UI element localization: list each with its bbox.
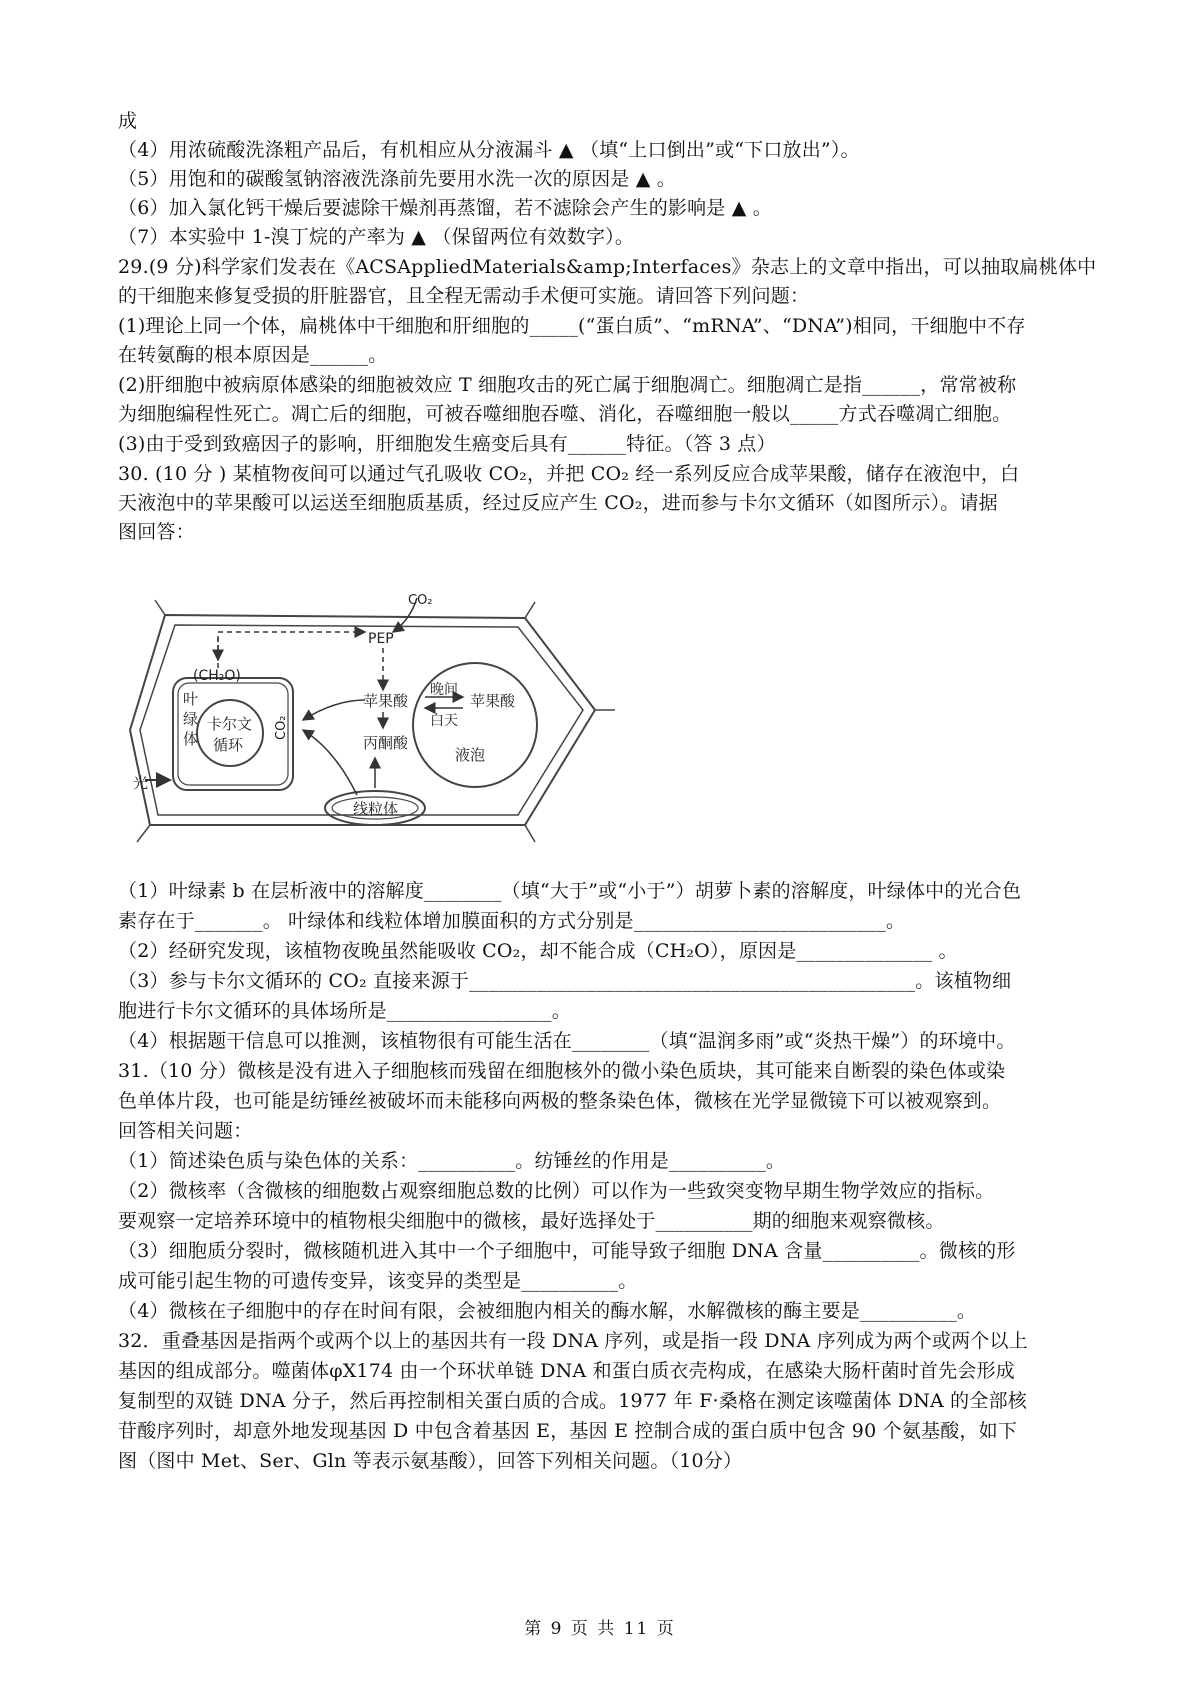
text-line: 图回答：: [118, 521, 195, 543]
text-line: （1）简述染色质与染色体的关系：__________。纺锤丝的作用是__________。: [118, 1150, 786, 1172]
text-line: 素存在于_______。 叶绿体和线粒体增加膜面积的方式分别是__________________________。: [118, 910, 906, 932]
day-label: 白天: [430, 713, 458, 729]
mitochondrion-label: 线粒体: [353, 800, 399, 818]
text-line: （4）微核在子细胞中的存在时间有限，会被细胞内相关的酶水解，水解微核的酶主要是__________。: [118, 1300, 977, 1322]
text-line: 29.(9 分)科学家们发表在《ACSAppliedMaterials&amp;Interfaces》杂志上的文章中指出，可以抽取扁桃体中: [118, 256, 1097, 278]
text-line: 复制型的双链 DNA 分子，然后再控制相关蛋白质的合成。1977 年 F·桑格在测定该噬菌体 DNA 的全部核: [118, 1390, 1027, 1412]
calvin-label-1: 卡尔文: [207, 715, 253, 733]
text-line: （2）微核率（含微核的细胞数占观察细胞总数的比例）可以作为一些致突变物早期生物学效应的指标。: [118, 1180, 995, 1202]
text-line: 苷酸序列时，却意外地发现基因 D 中包含着基因 E，基因 E 控制合成的蛋白质中包含 90 个氨基酸，如下: [118, 1420, 1018, 1442]
chloroplast-label: 叶绿体: [183, 690, 199, 748]
text-line: （3）参与卡尔文循环的 CO₂ 直接来源于______________________________________________。该植物细: [118, 970, 1012, 992]
text-line: 天液泡中的苹果酸可以运送至细胞质基质，经过反应产生 CO₂，进而参与卡尔文循环（如图所示）。请据: [118, 492, 998, 514]
co2-label: CO₂: [408, 593, 433, 608]
text-line: 32．重叠基因是指两个或两个以上的基因共有一段 DNA 序列，或是指一段 DNA 序列成为两个或两个以上: [118, 1330, 1028, 1352]
cam-plant-cell-diagram: [125, 590, 645, 845]
text-line: 的干细胞来修复受损的肝脏器官，且全程无需动手术便可实施。请回答下列问题：: [118, 285, 810, 307]
text-line: 回答相关问题：: [118, 1120, 253, 1142]
calvin-label-2: 循环: [213, 736, 244, 754]
text-line: 31.（10 分）微核是没有进入子细胞核而残留在细胞核外的微小染色质块，其可能来自断裂的染色体或染: [118, 1060, 1006, 1082]
text-line: 图（图中 Met、Ser、Gln 等表示氨基酸），回答下列相关问题。（10分）: [118, 1450, 743, 1472]
night-label: 晚间: [430, 682, 458, 698]
text-line: 色单体片段，也可能是纺锤丝被破坏而未能移向两极的整条染色体，微核在光学显微镜下可以被观察到。: [118, 1090, 1002, 1112]
text-line: (3)由于受到致癌因子的影响，肝细胞发生癌变后具有______特征。（答 3 点）: [118, 433, 776, 455]
text-line: （6）加入氯化钙干燥后要滤除干燥剂再蒸馏，若不滤除会产生的影响是 ▲ 。: [118, 197, 772, 219]
light-label: 光: [133, 774, 149, 792]
text-line: (1)理论上同一个体，扁桃体中干细胞和肝细胞的_____(“蛋白质”、“mRNA”、“DNA”)相同，干细胞中不存: [118, 315, 1026, 337]
text-line: 在转氨酶的根本原因是______。: [118, 344, 388, 366]
text-line: 成可能引起生物的可遗传变异，该变异的类型是__________。: [118, 1270, 638, 1292]
text-line: （1）叶绿素 b 在层析液中的溶解度________（填“大于”或“小于”）胡萝卜素的溶解度，叶绿体中的光合色: [118, 880, 1022, 902]
text-line: （2）经研究发现，该植物夜晚虽然能吸收 CO₂，却不能合成（CH₂O），原因是______________ 。: [118, 940, 958, 962]
text-line: 成: [118, 110, 138, 132]
malic-acid-label: 苹果酸: [363, 692, 409, 710]
text-line: （3）细胞质分裂时，微核随机进入其中一个子细胞中，可能导致子细胞 DNA 含量__________。微核的形: [118, 1240, 1016, 1262]
pyruvate-label: 丙酮酸: [363, 734, 409, 752]
text-line: 为细胞编程性死亡。凋亡后的细胞，可被吞噬细胞吞噬、消化，吞噬细胞一般以_____方式吞噬凋亡细胞。: [118, 403, 1012, 425]
text-line: 要观察一定培养环境中的植物根尖细胞中的微核，最好选择处于__________期的细胞来观察微核。: [118, 1210, 945, 1232]
calvin-cycle: [197, 700, 263, 766]
text-line: 胞进行卡尔文循环的具体场所是_________________。: [118, 1000, 571, 1022]
ch2o-label: (CH₂O): [193, 668, 241, 684]
vacuole-label: 液泡: [455, 746, 486, 764]
vacuole-malic-acid-label: 苹果酸: [470, 692, 516, 710]
text-line: 基因的组成部分。噬菌体φX174 由一个环状单链 DNA 和蛋白质衣壳构成，在感染大肠杆菌时首先会形成: [118, 1360, 1015, 1382]
page-footer: 第 9 页 共 11 页: [524, 1619, 676, 1639]
text-line: 30. (10 分 ) 某植物夜间可以通过气孔吸收 CO₂，并把 CO₂ 经一系列反应合成苹果酸，储存在液泡中，白: [118, 463, 1020, 485]
co2-mid-label: CO₂: [274, 715, 289, 740]
pep-label: PEP: [368, 631, 394, 647]
text-line: （4）用浓硫酸洗涤粗产品后，有机相应从分液漏斗 ▲ （填“上口倒出”或“下口放出”）。: [118, 139, 860, 161]
text-line: （7）本实验中 1-溴丁烷的产率为 ▲ （保留两位有效数字）。: [118, 226, 635, 248]
text-line: （5）用饱和的碳酸氢钠溶液洗涤前先要用水洗一次的原因是 ▲ 。: [118, 168, 676, 190]
text-line: （4）根据题干信息可以推测，该植物很有可能生活在________（填“温润多雨”或“炎热干燥”）的环境中。: [118, 1030, 1016, 1052]
text-line: (2)肝细胞中被病原体感染的细胞被效应 T 细胞攻击的死亡属于细胞凋亡。细胞凋亡是指______，常常被称: [118, 374, 1017, 396]
